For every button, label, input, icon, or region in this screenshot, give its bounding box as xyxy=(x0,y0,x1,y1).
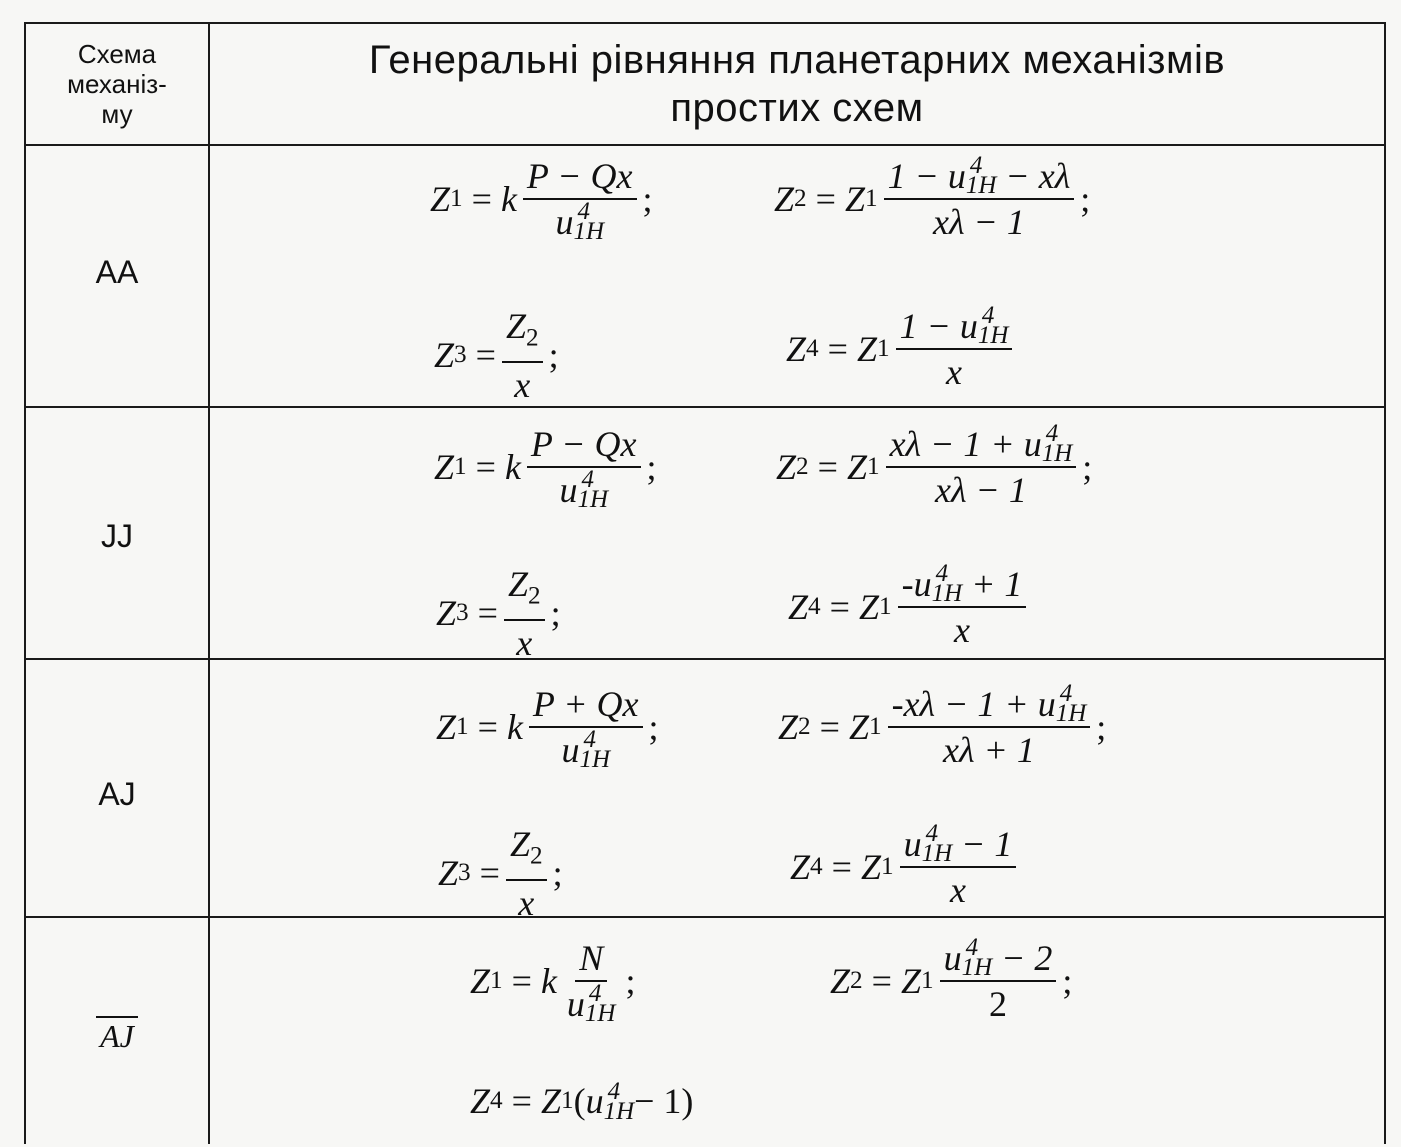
scheme-label-jj: JJ xyxy=(101,518,133,554)
row-divider xyxy=(26,406,1384,408)
header-title xyxy=(210,24,1384,144)
header-scheme-line1: Схема xyxy=(77,39,157,69)
equation-jj-z3: Z 3 = $\frac{Z_2}{x}$ ; xyxy=(436,564,561,663)
equation-ajbar-z2: Z 2 = Z 1 u 4 1H − 2 2 ; xyxy=(830,934,1073,1024)
equation-ajbar-z1: Z 1 = k N u 4 1H ; xyxy=(470,938,636,1027)
equation-jj-z1: Z 1 = k P − Qx u 4 1H ; xyxy=(434,424,657,513)
equation-jj-z4: Z 4 = Z 1 - u 4 1H + 1 x xyxy=(788,564,1032,650)
scheme-label-aj-bar-text: AJ xyxy=(96,1016,138,1054)
header-scheme-line3: му xyxy=(101,99,133,129)
equation-aj-z2: Z 2 = Z 1 -xλ − 1 + u 4 1H xλ + 1 ; xyxy=(778,680,1107,770)
equation-ajbar-z4: Z 4 = Z 1 ( u 4 1H − 1) xyxy=(470,1078,694,1125)
header-scheme-line2: механіз- xyxy=(67,69,167,99)
equation-aj-z1: Z 1 = k P + Qx u 4 1H ; xyxy=(436,684,659,773)
equation-aa-z4: Z 4 = Z 1 1 − u 4 1H x xyxy=(786,306,1018,392)
header-scheme-column xyxy=(26,24,208,144)
column-divider xyxy=(208,24,210,1144)
header-title-line2: простих схем xyxy=(670,86,924,130)
row-divider xyxy=(26,658,1384,660)
equation-aa-z3: Z 3 = $\frac{Z_2}{x}$ ; xyxy=(434,306,559,405)
row-divider xyxy=(26,916,1384,918)
row-divider xyxy=(26,144,1384,146)
header-title-line1: Генеральні рівняння планетарних механізмів xyxy=(368,38,1226,82)
equation-jj-z2: Z 2 = Z 1 xλ − 1 + u 4 1H xλ − 1 ; xyxy=(776,420,1093,510)
equation-aa-z2: Z 2 = Z 1 1 − u 4 1H − xλ xλ − 1 ; xyxy=(774,152,1091,242)
equations-table xyxy=(24,22,1386,1144)
equation-aj-z4: Z 4 = Z 1 u 4 1H − 1 x xyxy=(790,824,1022,910)
scheme-label-aj: AJ xyxy=(98,776,136,812)
scheme-label-aj-bar xyxy=(26,1018,208,1055)
equation-aa-z1: Z 1 = k P − Qx u 4 1H ; xyxy=(430,156,653,245)
scheme-label-aa: AA xyxy=(95,254,139,290)
equation-aj-z3: Z 3 = $\frac{Z_2}{x}$ ; xyxy=(438,824,563,923)
